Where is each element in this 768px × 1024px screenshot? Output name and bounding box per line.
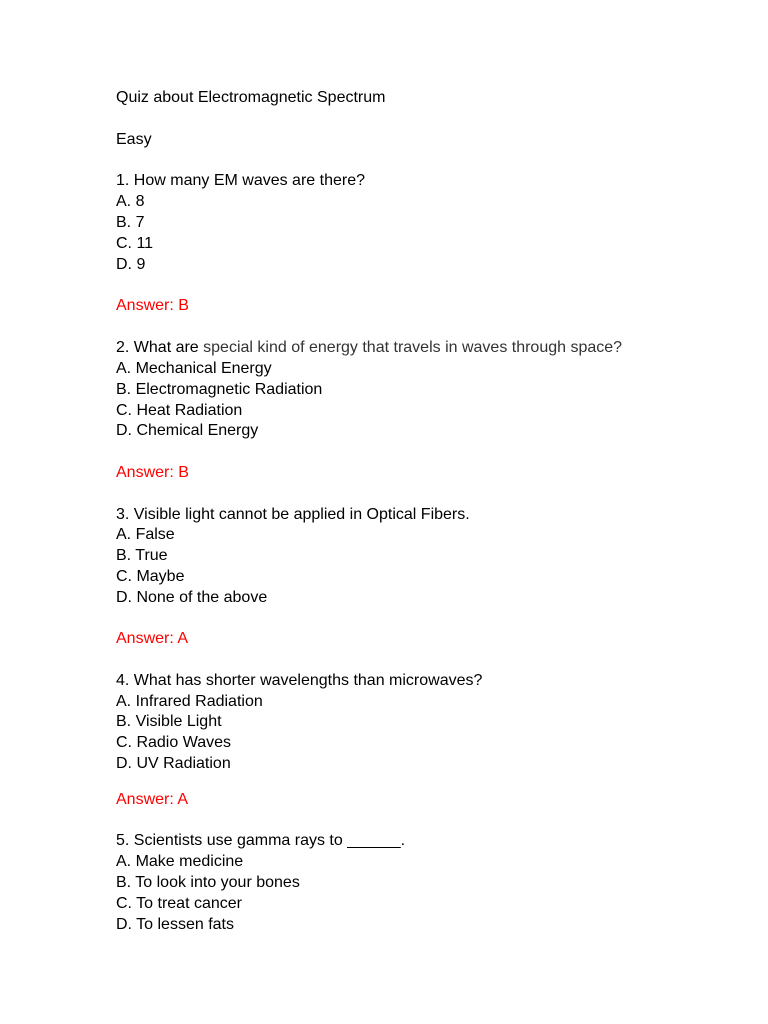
- question-3-option-b: B. True: [116, 547, 168, 564]
- difficulty-heading: Easy: [116, 131, 152, 148]
- question-5-option-b: B. To look into your bones: [116, 874, 300, 891]
- quiz-title: Quiz about Electromagnetic Spectrum: [116, 89, 386, 106]
- question-4-answer: Answer: A: [116, 791, 189, 808]
- question-4-option-a: A. Infrared Radiation: [116, 693, 263, 710]
- question-1: 1. How many EM waves are there?: [116, 172, 365, 189]
- question-5-option-a: A. Make medicine: [116, 853, 244, 870]
- question-2-option-c: C. Heat Radiation: [116, 402, 243, 419]
- question-4-option-d: D. UV Radiation: [116, 755, 231, 772]
- question-3-option-d: D. None of the above: [116, 589, 268, 606]
- question-2: [116, 338, 622, 358]
- question-3-option-a: A. False: [116, 526, 175, 543]
- question-4-option-c: C. Radio Waves: [116, 734, 231, 751]
- question-5-option-d: D. To lessen fats: [116, 916, 234, 933]
- question-3: 3. Visible light cannot be applied in Optical Fibers.: [116, 506, 470, 523]
- question-1-option-b: B. 7: [116, 214, 145, 231]
- question-2-prefix: 2. What are: [116, 339, 204, 356]
- question-5: 5. Scientists use gamma rays to ______.: [116, 832, 406, 849]
- question-4: 4. What has shorter wavelengths than microwaves?: [116, 672, 483, 689]
- question-2-text: special kind of energy that travels in waves through space?: [203, 339, 623, 356]
- question-5-option-c: C. To treat cancer: [116, 895, 242, 912]
- question-2-option-d: D. Chemical Energy: [116, 422, 259, 439]
- question-1-answer: Answer: B: [116, 297, 189, 314]
- question-3-option-c: C. Maybe: [116, 568, 185, 585]
- question-3-answer: Answer: A: [116, 630, 189, 647]
- question-2-option-b: B. Electromagnetic Radiation: [116, 381, 323, 398]
- question-1-option-c: C. 11: [116, 235, 154, 252]
- question-2-option-a: A. Mechanical Energy: [116, 360, 272, 377]
- question-4-option-b: B. Visible Light: [116, 713, 222, 730]
- question-2-answer: Answer: B: [116, 464, 189, 481]
- question-1-option-a: A. 8: [116, 193, 145, 210]
- question-1-option-d: D. 9: [116, 256, 146, 273]
